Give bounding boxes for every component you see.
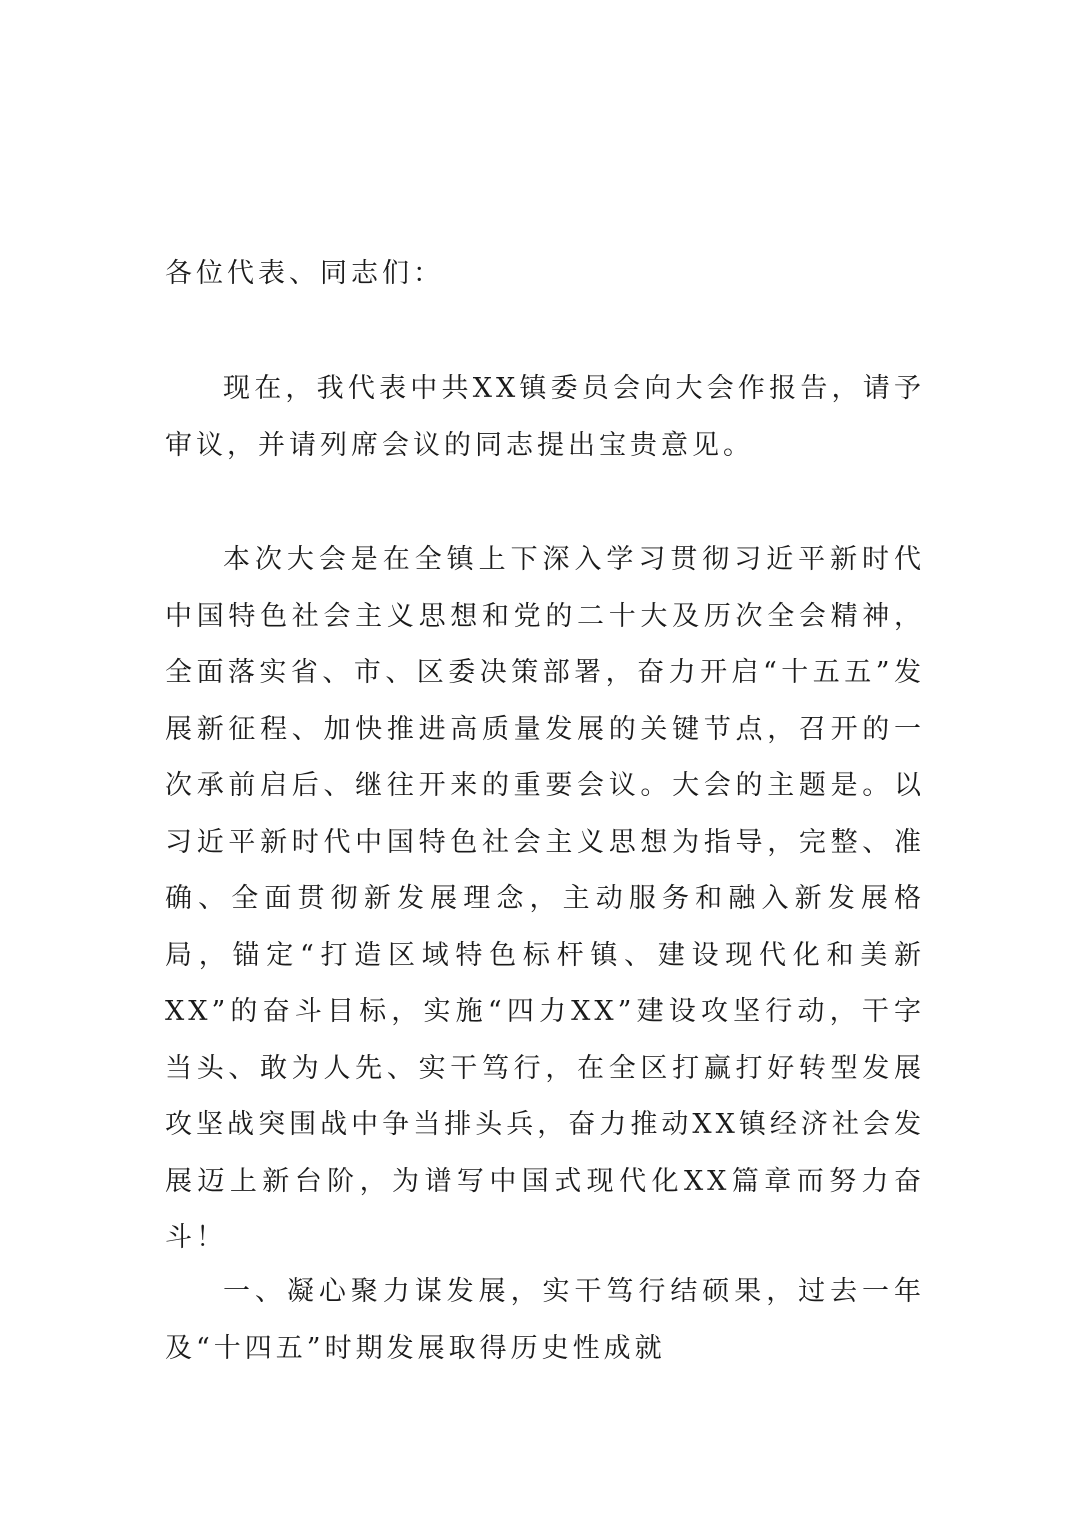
theme-paragraph: 本次大会是在全镇上下深入学习贯彻习近平新时代中国特色社会主义思想和党的二十大及历次全会精神，全面落实省、市、区委决策部署，奋力开启“十五五”发展新征程、加快推进高质量发展的关键节点，召开的一次承前启后、继往开来的重要会议。大会的主题是。以习近平新时代中国特色社会主义思想为指导，完整、准确、全面贯彻新发展理念，主动服务和融入新发展格局，锚定“打造区域特色标杆镇、建设现代化和美新XX”的奋斗目标，实施“四力XX”建设攻坚行动，干字当头、敢为人先、实干笃行，在全区打赢打好转型发展攻坚战突围战中争当排头兵，奋力推动XX镇经济社会发展迈上新台阶，为谱写中国式现代化XX篇章而努力奋斗！ [165,544,925,1253]
section-heading: 一、凝心聚力谋发展，实干笃行结硕果，过去一年及“十四五”时期发展取得历史性成就 [165,1276,925,1364]
intro-paragraph: 现在，我代表中共XX镇委员会向大会作报告，请予审议，并请列席会议的同志提出宝贵意见。 [165,373,925,461]
salutation: 各位代表、同志们： [165,258,444,289]
